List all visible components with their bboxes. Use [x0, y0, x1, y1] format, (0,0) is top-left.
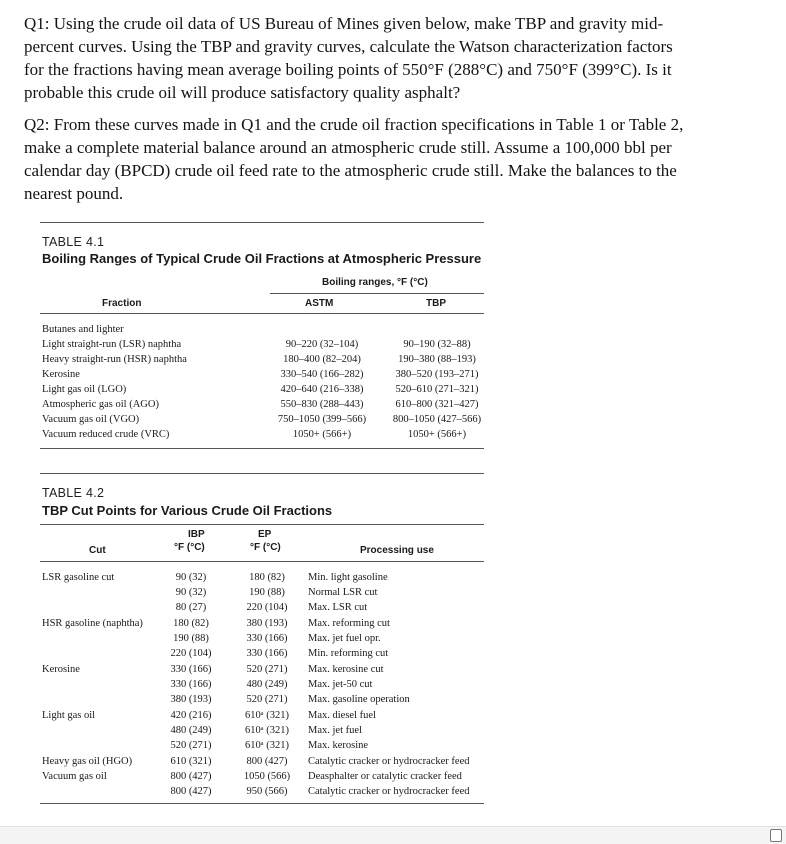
- ep-cell: 1050 (566): [243, 771, 291, 782]
- col-header-processing-use: Processing use: [360, 545, 434, 556]
- ep-cell: 800 (427): [246, 756, 288, 767]
- page-icon[interactable]: [770, 829, 782, 842]
- question-2-line: Q2: From these curves made in Q1 and the crude oil fraction specifications in Table 1 or Table 2,: [24, 115, 684, 134]
- col-header-ibp: IBP: [188, 529, 205, 540]
- cut-cell: Kerosine: [42, 664, 80, 675]
- tbp-cell: 610–800 (321–427): [395, 399, 479, 410]
- cut-cell: HSR gasoline (naphtha): [42, 618, 143, 629]
- cut-cell: Heavy gas oil (HGO): [42, 756, 133, 767]
- ibp-cell: 800 (427): [170, 771, 212, 782]
- processing-use-cell: Deasphalter or catalytic cracker feed: [308, 771, 462, 782]
- processing-use-cell: Max. kerosine: [308, 740, 369, 751]
- ep-cell: 380 (193): [246, 618, 288, 629]
- processing-use-cell: Max. LSR cut: [308, 602, 368, 613]
- processing-use-cell: Max. jet fuel: [308, 725, 362, 736]
- question-1-line: percent curves. Using the TBP and gravity curves, calculate the Watson characterization factors: [24, 37, 673, 56]
- fraction-cell: Heavy straight-run (HSR) naphtha: [42, 354, 187, 365]
- cut-cell: Light gas oil: [42, 710, 96, 721]
- cut-cell: Vacuum gas oil: [42, 771, 107, 782]
- bottom-toolbar: [0, 826, 786, 844]
- ep-cell: 610ᵃ (321): [245, 740, 289, 751]
- fraction-cell: Kerosine: [42, 369, 80, 380]
- table-title: Boiling Ranges of Typical Crude Oil Fractions at Atmospheric Pressure: [42, 251, 482, 266]
- ibp-cell: 330 (166): [170, 664, 212, 675]
- question-1: [24, 12, 759, 104]
- processing-use-cell: Catalytic cracker or hydrocracker feed: [308, 786, 470, 797]
- ibp-cell: 330 (166): [170, 679, 212, 690]
- cut-cell: LSR gasoline cut: [42, 572, 115, 583]
- astm-cell: 330–540 (166–282): [280, 369, 364, 380]
- col-header-ibp-unit: °F (°C): [174, 542, 205, 553]
- ep-cell: 520 (271): [246, 664, 288, 675]
- ep-cell: 220 (104): [246, 602, 288, 613]
- ibp-cell: 800 (427): [170, 786, 212, 797]
- question-1-line: probable this crude oil will produce satisfactory quality asphalt?: [24, 83, 461, 102]
- ep-cell: 610ᵃ (321): [245, 710, 289, 721]
- astm-cell: 750–1050 (399–566): [277, 414, 367, 425]
- question-2-line: nearest pound.: [24, 184, 124, 203]
- processing-use-cell: Min. reforming cut: [308, 648, 389, 659]
- table-label: TABLE 4.1: [42, 235, 105, 249]
- processing-use-cell: Max. diesel fuel: [308, 710, 376, 721]
- ibp-cell: 220 (104): [170, 648, 212, 659]
- col-header-tbp: TBP: [426, 298, 446, 309]
- astm-cell: 1050+ (566+): [292, 429, 352, 440]
- ibp-cell: 380 (193): [170, 694, 212, 705]
- tbp-cell: 90–190 (32–88): [403, 339, 471, 350]
- ibp-cell: 80 (27): [175, 602, 207, 613]
- ibp-cell: 520 (271): [170, 740, 212, 751]
- astm-cell: 550–830 (288–443): [280, 399, 364, 410]
- fraction-cell: Atmospheric gas oil (AGO): [42, 399, 159, 410]
- ep-cell: 330 (166): [246, 648, 288, 659]
- astm-cell: 180–400 (82–204): [283, 354, 361, 365]
- astm-cell: 420–640 (216–338): [280, 384, 364, 395]
- question-1-line: Q1: Using the crude oil data of US Bureau of Mines given below, make TBP and gravity mid-: [24, 14, 664, 33]
- ep-cell: 610ᵃ (321): [245, 725, 289, 736]
- table-bottom-rule: [40, 803, 484, 804]
- processing-use-cell: Max. reforming cut: [308, 618, 390, 629]
- question-2-line: calendar day (BPCD) crude oil feed rate to the atmospheric crude still. Make the balances to the: [24, 161, 677, 180]
- question-2: [24, 113, 759, 205]
- question-2-line: make a complete material balance around an atmospheric crude still. Assume a 100,000 bbl per: [24, 138, 672, 157]
- header-rule: [40, 561, 484, 562]
- col-header-ep-unit: °F (°C): [250, 542, 281, 553]
- ibp-cell: 610 (321): [170, 756, 212, 767]
- fraction-cell: Light straight-run (LSR) naphtha: [42, 339, 182, 350]
- col-header-cut: Cut: [89, 545, 106, 556]
- tbp-cell: 520–610 (271–321): [395, 384, 479, 395]
- table-label: TABLE 4.2: [42, 486, 105, 500]
- table-title: TBP Cut Points for Various Crude Oil Fractions: [42, 503, 333, 518]
- processing-use-cell: Catalytic cracker or hydrocracker feed: [308, 756, 470, 767]
- ep-cell: 480 (249): [246, 679, 288, 690]
- fraction-cell: Vacuum reduced crude (VRC): [42, 429, 170, 440]
- tbp-cell: 1050+ (566+): [407, 429, 467, 440]
- fraction-cell: Vacuum gas oil (VGO): [42, 414, 140, 425]
- table-top-rule: [40, 473, 484, 474]
- ibp-cell: 190 (88): [173, 633, 209, 644]
- processing-use-cell: Max. kerosine cut: [308, 664, 384, 675]
- header-rule: [40, 313, 484, 314]
- processing-use-cell: Max. jet fuel opr.: [308, 633, 381, 644]
- col-header-ep: EP: [258, 529, 272, 540]
- question-1-line: for the fractions having mean average boiling points of 550°F (288°C) and 750°F (399°C). Is it: [24, 60, 672, 79]
- tbp-cell: 800–1050 (427–566): [392, 414, 482, 425]
- table-bottom-rule: [40, 448, 484, 449]
- tbp-cell: 190–380 (88–193): [398, 354, 476, 365]
- ibp-cell: 420 (216): [170, 710, 212, 721]
- processing-use-cell: Normal LSR cut: [308, 587, 378, 598]
- processing-use-cell: Max. jet-50 cut: [308, 679, 373, 690]
- ibp-cell: 180 (82): [173, 618, 209, 629]
- boiling-ranges-header: Boiling ranges, °F (°C): [322, 277, 428, 288]
- group-header-rule: [270, 293, 484, 294]
- fraction-cell: Butanes and lighter: [42, 324, 124, 335]
- col-header-fraction: Fraction: [102, 298, 142, 309]
- processing-use-cell: Min. light gasoline: [308, 572, 388, 583]
- ep-cell: 190 (88): [249, 587, 285, 598]
- ep-cell: 520 (271): [246, 694, 288, 705]
- ibp-cell: 90 (32): [175, 572, 207, 583]
- ibp-cell: 90 (32): [175, 587, 207, 598]
- col-header-astm: ASTM: [305, 298, 334, 309]
- ep-cell: 330 (166): [246, 633, 288, 644]
- ep-cell: 950 (566): [246, 786, 288, 797]
- processing-use-cell: Max. gasoline operation: [308, 694, 410, 705]
- astm-cell: 90–220 (32–104): [285, 339, 359, 350]
- table-top-rule: [40, 222, 484, 223]
- ibp-cell: 480 (249): [170, 725, 212, 736]
- ep-cell: 180 (82): [249, 572, 285, 583]
- tbp-cell: 380–520 (193–271): [395, 369, 479, 380]
- title-rule: [40, 524, 484, 525]
- fraction-cell: Light gas oil (LGO): [42, 384, 127, 395]
